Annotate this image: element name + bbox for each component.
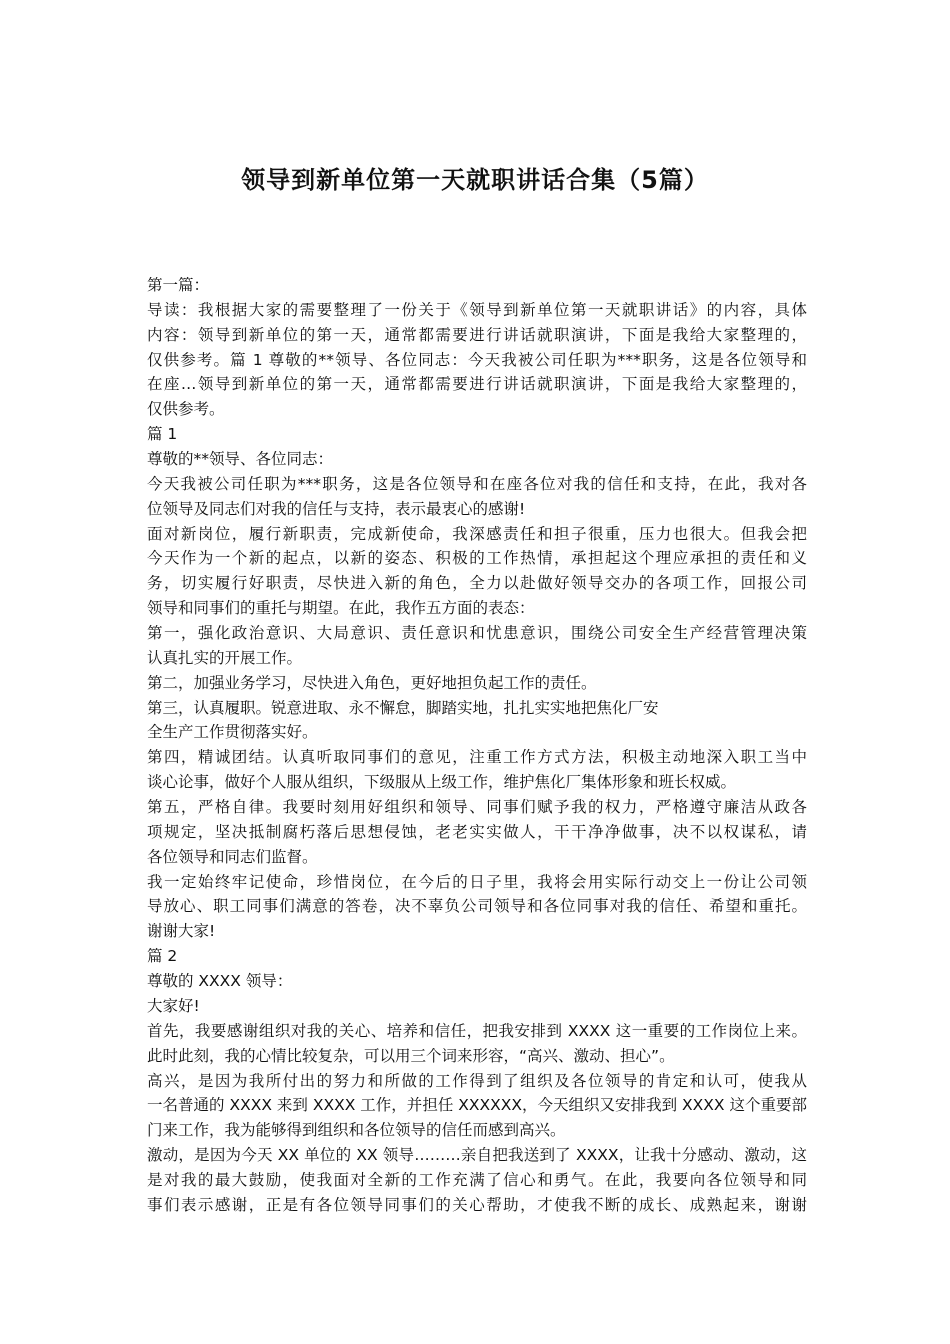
text-line: 篇 1: [147, 425, 178, 444]
text-line: 第三，认真履职。锐意进取、永不懈怠，脚踏实地，扎扎实实地把焦化厂安: [147, 698, 659, 717]
text-line: 今天我被公司任职为***职务，这是各位领导和在座各位对我的信任和支持，在此，我对各: [147, 474, 807, 493]
text-line: 大家好!: [147, 996, 200, 1015]
text-line: 事们表示感谢，正是有各位领导同事们的关心帮助，才使我不断的成长、成熟起来，谢谢: [147, 1195, 807, 1214]
text-line: 在座…领导到新单位的第一天，通常都需要进行讲话就职演讲，下面是我给大家整理的，: [147, 375, 807, 394]
text-line: 第一篇：: [147, 276, 210, 294]
text-line: 导读：我根据大家的需要整理了一份关于《领导到新单位第一天就职讲话》的内容，具体: [147, 300, 807, 319]
text-line: 位领导及同志们对我的信任与支持，表示最衷心的感谢!: [147, 499, 526, 518]
text-line: 我一定始终牢记使命，珍惜岗位，在今后的日子里，我将会用实际行动交上一份让公司领: [147, 872, 807, 891]
text-line: 篇 2: [147, 947, 178, 966]
text-line: 首先，我要感谢组织对我的关心、培养和信任，把我安排到 XXXX 这一重要的工作岗位上来。: [147, 1021, 807, 1040]
text-line: 激动，是因为今天 XX 单位的 XX 领导………亲自把我送到了 XXXX，让我十分感动、激动，这: [147, 1146, 807, 1165]
text-line: 第二，加强业务学习，尽快进入角色，更好地担负起工作的责任。: [147, 673, 597, 692]
text-line: 第五，严格自律。我要时刻用好组织和领导、同事们赋予我的权力，严格遵守廉洁从政各: [147, 798, 807, 817]
text-line: 项规定，坚决抵制腐朽落后思想侵蚀，老老实实做人，干干净净做事，决不以权谋私，请: [147, 822, 807, 841]
text-line: 谈心论事，做好个人服从组织，下级服从上级工作，维护焦化厂集体形象和班长权威。: [147, 773, 737, 792]
document-body: [147, 273, 807, 1218]
text-line: 门来工作，我为能够得到组织和各位领导的信任而感到高兴。: [147, 1121, 566, 1140]
text-line: 一名普通的 XXXX 来到 XXXX 工作，并担任 XXXXXX，今天组织又安排我到 XXXX 这个重要部: [147, 1096, 807, 1115]
text-line: 第一，强化政治意识、大局意识、责任意识和忧患意识，围绕公司安全生产经营管理决策: [147, 624, 807, 643]
text-line: 尊敬的**领导、各位同志：: [147, 450, 334, 469]
text-line: 全生产工作贯彻落实好。: [147, 723, 318, 742]
text-line: 今天作为一个新的起点，以新的姿态、积极的工作热情，承担起这个理应承担的责任和义: [147, 549, 807, 568]
text-line: 内容：领导到新单位的第一天，通常都需要进行讲话就职演讲，下面是我给大家整理的，: [147, 325, 807, 344]
text-line: 导放心、职工同事们满意的答卷，决不辜负公司领导和各位同事对我的信任、希望和重托。: [147, 897, 807, 916]
text-line: 面对新岗位，履行新职责，完成新使命，我深感责任和担子很重，压力也很大。但我会把: [147, 524, 807, 543]
text-line: 仅供参考。篇 1 尊敬的**领导、各位同志：今天我被公司任职为***职务，这是各位领导和: [147, 350, 807, 369]
text-line: 高兴，是因为我所付出的努力和所做的工作得到了组织及各位领导的肯定和认可，使我从: [147, 1071, 807, 1090]
text-line: 领导和同事们的重托与期望。在此，我作五方面的表态：: [147, 599, 535, 618]
text-line: 认真扎实的开展工作。: [147, 648, 303, 667]
text-line: 是对我的最大鼓励，使我面对全新的工作充满了信心和勇气。在此，我要向各位领导和同: [147, 1170, 807, 1189]
text-line: 各位领导和同志们监督。: [147, 847, 318, 866]
text-line: 尊敬的 XXXX 领导：: [147, 972, 293, 991]
text-line: 务，切实履行好职责，尽快进入新的角色，全力以赴做好领导交办的各项工作，回报公司: [147, 574, 807, 593]
text-line: 此时此刻，我的心情比较复杂，可以用三个词来形容，“高兴、激动、担心”。: [147, 1046, 675, 1065]
text-line: 第四，精诚团结。认真听取同事们的意见，注重工作方式方法，积极主动地深入职工当中: [147, 748, 807, 767]
document-title: 领导到新单位第一天就职讲话合集（5篇）: [241, 166, 709, 194]
text-line: 谢谢大家!: [147, 922, 216, 941]
text-line: 仅供参考。: [147, 400, 225, 419]
